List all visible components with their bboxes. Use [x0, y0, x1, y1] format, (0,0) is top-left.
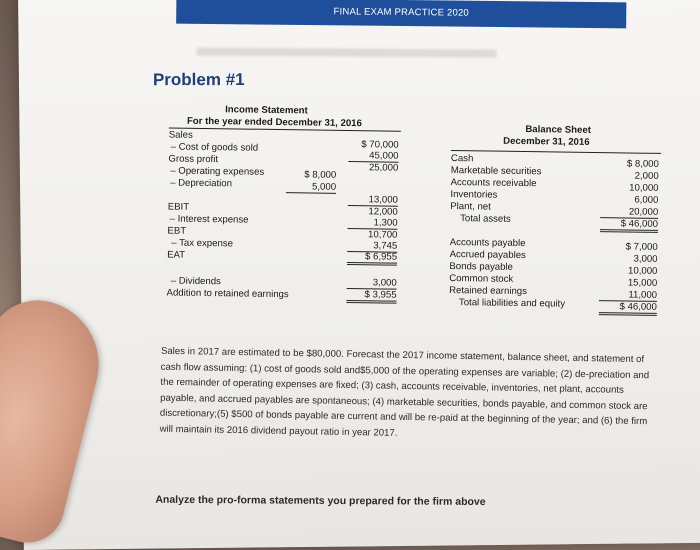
total-liabilities-value: $ 46,000 — [599, 301, 657, 316]
liability-label: Retained earnings — [449, 284, 528, 298]
asset-label: Accounts receivable — [450, 176, 537, 190]
liability-value: 10,000 — [627, 265, 658, 277]
asset-value: 20,000 — [600, 206, 658, 219]
total-assets-label: Total assets — [460, 213, 511, 225]
eat-label: EAT — [167, 249, 186, 261]
balance-sheet-title: Balance Sheet — [525, 124, 592, 136]
dividends-value: 3,000 — [347, 277, 397, 290]
liability-label: Accounts payable — [449, 236, 526, 250]
sales-value: $ 70,000 — [361, 139, 399, 151]
analyze-prompt: Analyze the pro-forma statements you prepared for the firm above — [155, 493, 486, 509]
interest-label: – Interest expense — [169, 213, 249, 226]
header-rule — [451, 150, 661, 154]
ebit-label: EBIT — [167, 201, 190, 213]
liability-value: 15,000 — [627, 277, 658, 289]
asset-value: 2,000 — [634, 170, 659, 182]
opex-value: $ 8,000 — [304, 169, 337, 181]
problem-instructions: Sales in 2017 are estimated to be $80,000. Forecast the 2017 income statement, balance sheet, and statement of cash flow assuming: (1) cost of goods sold and$5,000 of the operating expenses are variable; (2) de-preciation and the remainder of operating expenses are fixed; (3) cash, accounts receivable, inventories, net plant, accounts payable, and accrued payables are spontaneous; (4) marketable securities, bonds payable, and common stock are discretionary;(5) $500 of bonds payable are current and will be re-paid at the beginning of the year; and (6) the firm will maintain its 2016 dividend payout ratio in year 2017. — [159, 345, 650, 439]
depreciation-value: 5,000 — [286, 181, 336, 194]
eat-value: $ 6,955 — [347, 251, 397, 266]
exam-paper — [18, 0, 700, 550]
total-opex-value: 13,000 — [348, 194, 398, 207]
liability-label: Bonds payable — [449, 260, 513, 273]
liability-value: 3,000 — [633, 253, 658, 265]
asset-value: 6,000 — [634, 194, 659, 206]
asset-label: Cash — [450, 152, 474, 165]
ebt-value: 10,700 — [367, 229, 398, 241]
bleed-through-text — [197, 46, 497, 60]
ebit-value: 12,000 — [368, 206, 398, 218]
retained-value: $ 3,955 — [346, 289, 396, 304]
liability-value: 11,000 — [599, 289, 657, 302]
asset-value: 10,000 — [629, 182, 659, 194]
asset-value: $ 8,000 — [626, 158, 659, 170]
liability-label: Common stock — [449, 272, 514, 285]
asset-label: Inventories — [450, 188, 498, 201]
income-statement-title: Income Statement — [225, 104, 308, 117]
balance-sheet-subtitle: December 31, 2016 — [503, 135, 590, 148]
tax-value: 3,745 — [347, 240, 397, 253]
depreciation-label: – Depreciation — [170, 177, 233, 190]
asset-label: Marketable securities — [450, 164, 542, 178]
dividends-label: – Dividends — [170, 275, 221, 288]
balance-sheet — [441, 123, 663, 313]
retained-label: Addition to retained earnings — [166, 287, 289, 301]
cogs-value: 45,000 — [348, 150, 398, 163]
cogs-label: – Cost of goods sold — [170, 141, 259, 154]
exam-banner: FINAL EXAM PRACTICE 2020 — [176, 0, 626, 28]
total-assets-value: $ 46,000 — [600, 218, 658, 233]
tax-label: – Tax expense — [171, 237, 234, 250]
gross-profit-label: Gross profit — [168, 153, 219, 166]
sales-label: Sales — [168, 129, 193, 141]
income-statement-subtitle: For the year ended December 31, 2016 — [186, 115, 362, 130]
opex-label: – Operating expenses — [170, 165, 265, 178]
ebt-label: EBT — [167, 225, 187, 237]
interest-value: 1,300 — [347, 217, 397, 230]
liability-value: $ 7,000 — [625, 241, 658, 253]
header-rule — [169, 127, 401, 131]
liability-label: Accrued payables — [449, 248, 526, 262]
income-statement — [166, 103, 409, 301]
total-liabilities-label: Total liabilities and equity — [458, 297, 566, 310]
gross-profit-value: 25,000 — [368, 162, 399, 174]
asset-label: Plant, net — [450, 200, 491, 213]
problem-title: Problem #1 — [152, 70, 245, 90]
